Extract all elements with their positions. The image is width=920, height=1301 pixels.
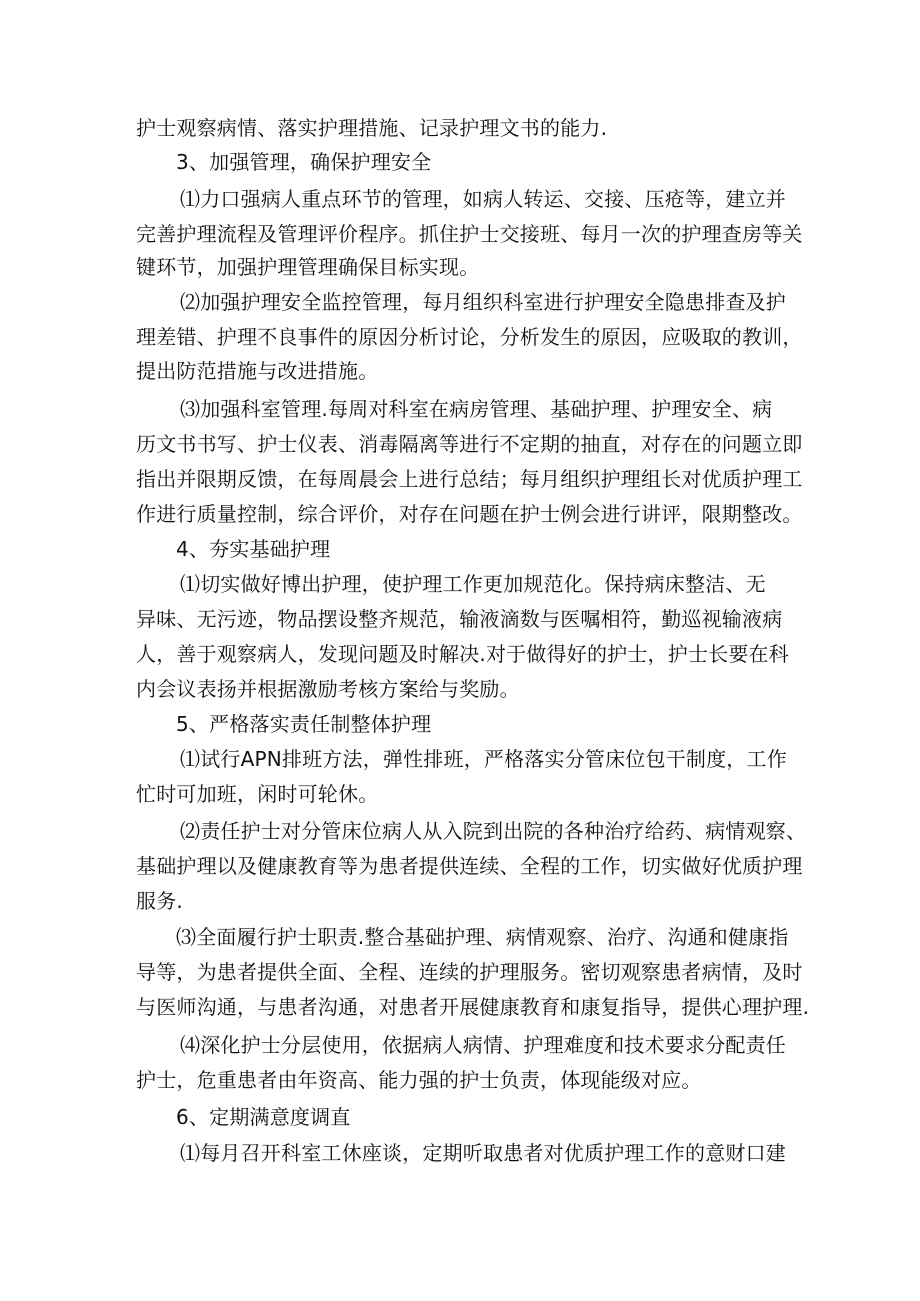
paragraph-line: 异味、无污迹，物品摆设整齐规范，输液滴数与医嘱相符，勤巡视输液病: [136, 607, 783, 631]
paragraph-line: ⑴每月召开科室工休座谈，定期听取患者对优质护理工作的意财口建: [180, 1141, 786, 1165]
paragraph-line: 护士，危重患者由年资高、能力强的护士负责，体现能级对应。: [136, 1068, 702, 1092]
paragraph-line: ⑴力口强病人重点环节的管理，如病人转运、交接、压疮等，建立并: [180, 187, 786, 211]
paragraph-line: 完善护理流程及管理评价程序。抓住护士交接班、每月一次的护理查房等关: [136, 222, 803, 246]
paragraph-line: ⑴切实做好博出护理，使护理工作更加规范化。保持病床整洁、无: [180, 572, 766, 596]
paragraph-line: 提出防范措施与改进措施。: [136, 359, 379, 383]
paragraph-line: 作进行质量控制，综合评价，对存在问题在护士例会进行讲评，限期整改。: [136, 502, 803, 526]
paragraph-line: ⑵加强护理安全监控管理，每月组织科室进行护理安全隐患排查及护: [180, 290, 786, 314]
paragraph-line: 与医师沟通，与患者沟通，对患者开展健康教育和康复指导，提供心理护理.: [136, 995, 810, 1019]
paragraph-line: 指出并限期反馈，在每周晨会上进行总结；每月组织护理组长对优质护理工: [136, 467, 803, 491]
paragraph-line: ⑶全面履行护士职责.整合基础护理、病情观察、治疗、沟通和健康指: [176, 925, 789, 949]
paragraph-line: ⑴试行APN排班方法，弹性排班，严格落实分管床位包干制度，工作: [180, 747, 787, 771]
paragraph-line: 导等，为患者提供全面、全程、连续的护理服务。密切观察患者病情，及时: [136, 960, 803, 984]
paragraph-line: 护士观察病情、落实护理措施、记录护理文书的能力.: [136, 116, 608, 140]
paragraph-line: 服务.: [136, 889, 183, 913]
paragraph-line: 历文书书写、护士仪表、消毒隔离等进行不定期的抽直，对存在的问题立即: [136, 432, 803, 456]
paragraph-line: 人，善于观察病人，发现问题及时解决.对于做得好的护士，护士长要在科: [136, 642, 789, 666]
paragraph-line: 基础护理以及健康教育等为患者提供连续、全程的工作，切实做好优质护理: [136, 854, 803, 878]
section-heading: 5、严格落实责任制整体护理: [176, 712, 432, 736]
section-heading: 3、加强管理，确保护理安全: [176, 150, 432, 174]
paragraph-line: 键环节，加强护理管理确保目标实现。: [136, 255, 480, 279]
section-heading: 4、夯实基础护理: [176, 537, 331, 561]
paragraph-line: ⑶加强科室管理.每周对科室在病房管理、基础护理、护理安全、病: [180, 397, 773, 421]
paragraph-line: ⑵责任护士对分管床位病人从入院到出院的各种治疗给药、病情观察、: [180, 819, 807, 843]
paragraph-line: 忙时可加班，闲时可轮休。: [136, 782, 379, 806]
paragraph-line: ⑷深化护士分层使用，依据病人病情、护理难度和技术要求分配责任: [180, 1033, 786, 1057]
paragraph-line: 理差错、护理不良事件的原因分析讨论，分析发生的原因，应吸取的教训，: [136, 325, 803, 349]
paragraph-line: 内会议表扬并根据激励考核方案给与奖励。: [136, 677, 520, 701]
section-heading: 6、定期满意度调直: [176, 1105, 351, 1129]
